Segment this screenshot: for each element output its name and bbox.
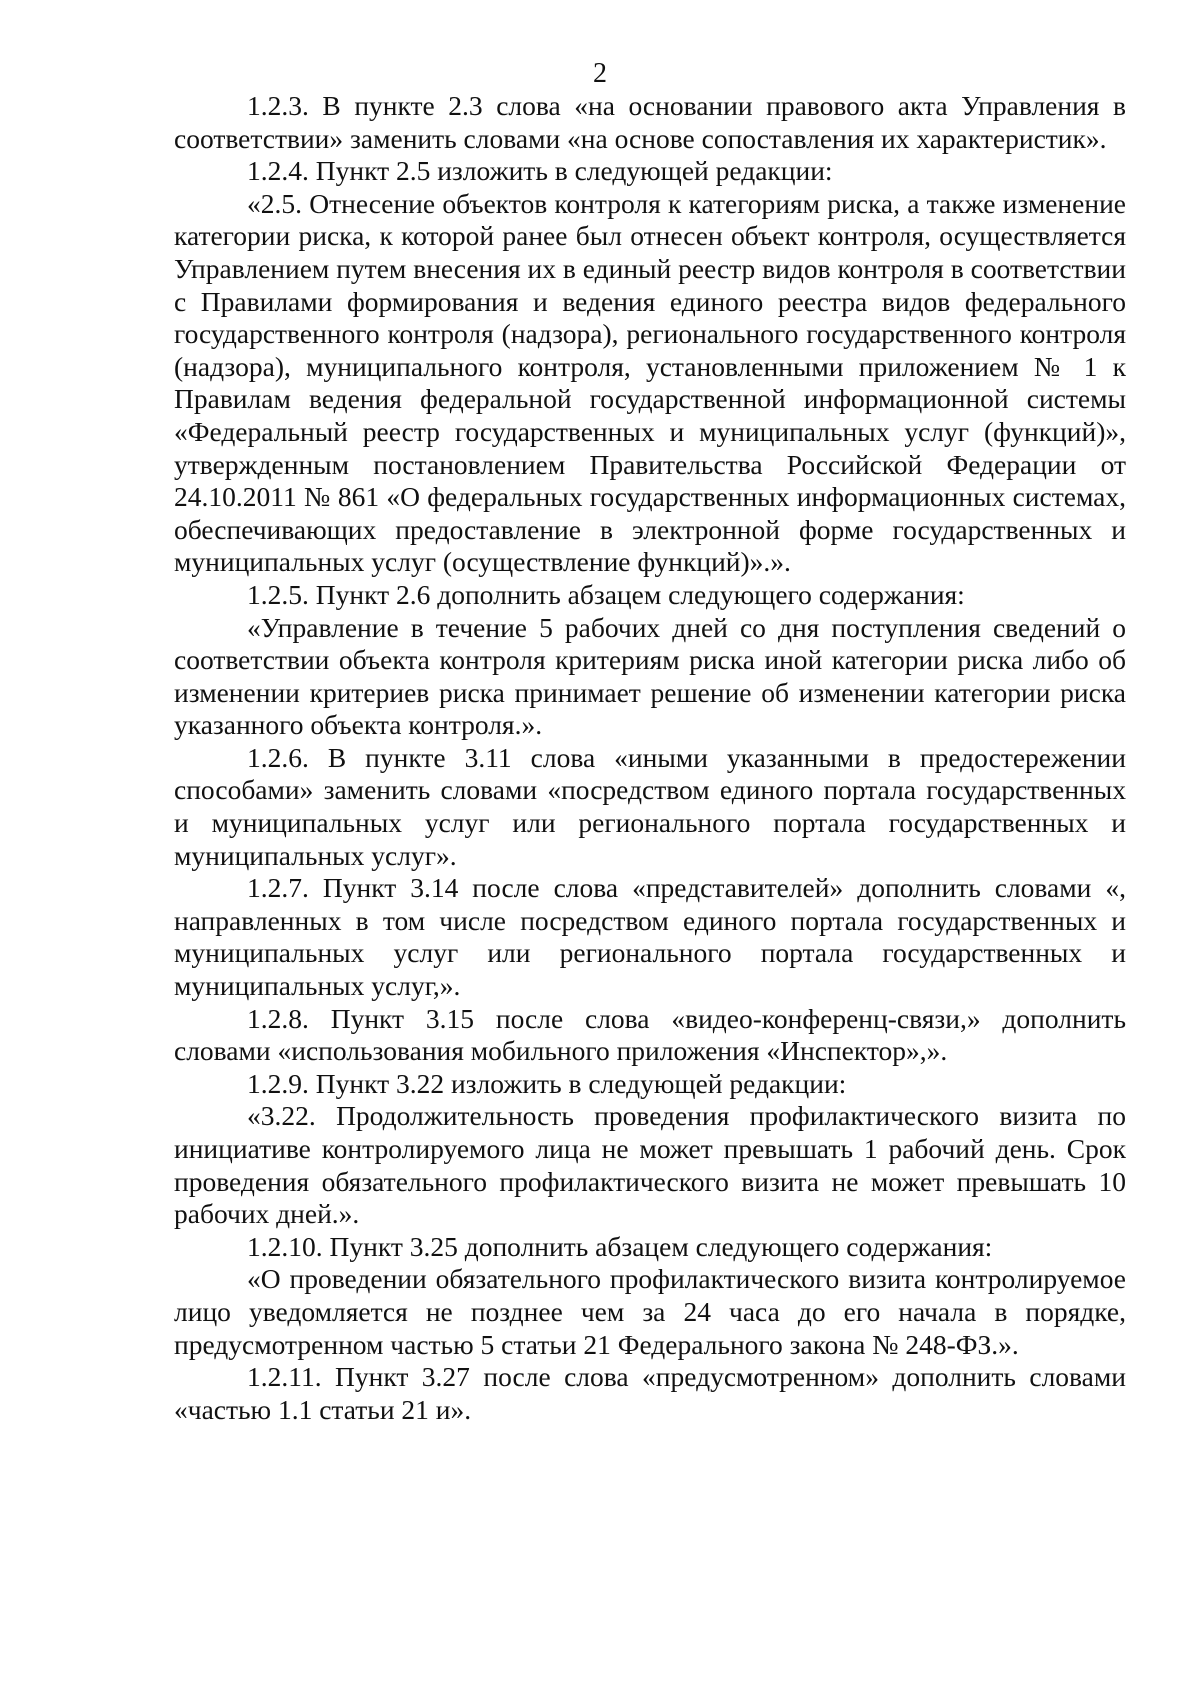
- paragraph-3-22-text: «3.22. Продолжительность проведения профилактического визита по инициативе контролируемого лица не может превышать 1 рабочий день. Срок проведения обязательного профилактического визита не может превышать 10 рабочих дней.».: [174, 1100, 1126, 1230]
- paragraph-2-5-text: «2.5. Отнесение объектов контроля к категориям риска, а также изменение категории риска, к которой ранее был отнесен объект контроля, осуществляется Управлением путем внесения их в единый реестр видов контроля в соответствии с Правилами формирования и ведения единого реестра видов федерального государственного контроля (надзора), регионального государственного контроля (надзора), муниципального контроля, установленными приложением № 1 к Правилам ведения федеральной государственной информационной системы «Федеральный реестр государственных и муниципальных услуг (функций)», утвержденным постановлением Правительства Российской Федерации от 24.10.2011 № 861 «О федеральных государственных информационных системах, обеспечивающих предоставление в электронной форме государственных и муниципальных услуг (осуществление функций)».».: [174, 187, 1126, 578]
- paragraph-2-6-addition: «Управление в течение 5 рабочих дней со дня поступления сведений о соответствии объекта контроля критериям риска иной категории риска либо об изменении критериев риска принимает решение об изменении категории риска указанного объекта контроля.».: [174, 611, 1126, 741]
- paragraph-3-25-addition: «О проведении обязательного профилактического визита контролируемое лицо уведомляется не позднее чем за 24 часа до его начала в порядке, предусмотренном частью 5 статьи 21 Федерального закона № 248-ФЗ.».: [174, 1263, 1126, 1360]
- paragraph-1-2-9: 1.2.9. Пункт 3.22 изложить в следующей редакции:: [247, 1067, 847, 1099]
- paragraph-1-2-8: 1.2.8. Пункт 3.15 после слова «видео-конференц-связи,» дополнить словами «использования мобильного приложения «Инспектор»,».: [174, 1002, 1126, 1067]
- paragraph-1-2-5: 1.2.5. Пункт 2.6 дополнить абзацем следующего содержания:: [247, 578, 965, 610]
- paragraph-1-2-6: 1.2.6. В пункте 3.11 слова «иными указанными в предостережении способами» заменить словами «посредством единого портала государственных и муниципальных услуг или регионального портала государственных и муниципальных услуг».: [174, 741, 1126, 871]
- paragraph-1-2-10: 1.2.10. Пункт 3.25 дополнить абзацем следующего содержания:: [247, 1230, 993, 1262]
- document-body: [174, 90, 1126, 1426]
- paragraph-1-2-3: 1.2.3. В пункте 2.3 слова «на основании правового акта Управления в соответствии» заменить словами «на основе сопоставления их характеристик».: [174, 90, 1126, 154]
- paragraph-1-2-7: 1.2.7. Пункт 3.14 после слова «представителей» дополнить словами «, направленных в том числе посредством единого портала государственных и муниципальных услуг или регионального портала государственных и муниципальных услуг,».: [174, 872, 1126, 1002]
- paragraph-1-2-11: 1.2.11. Пункт 3.27 после слова «предусмотренном» дополнить словами «частью 1.1 статьи 21 и».: [174, 1361, 1126, 1425]
- paragraph-1-2-4: 1.2.4. Пункт 2.5 изложить в следующей редакции:: [247, 155, 833, 187]
- page-number: 2: [593, 58, 607, 89]
